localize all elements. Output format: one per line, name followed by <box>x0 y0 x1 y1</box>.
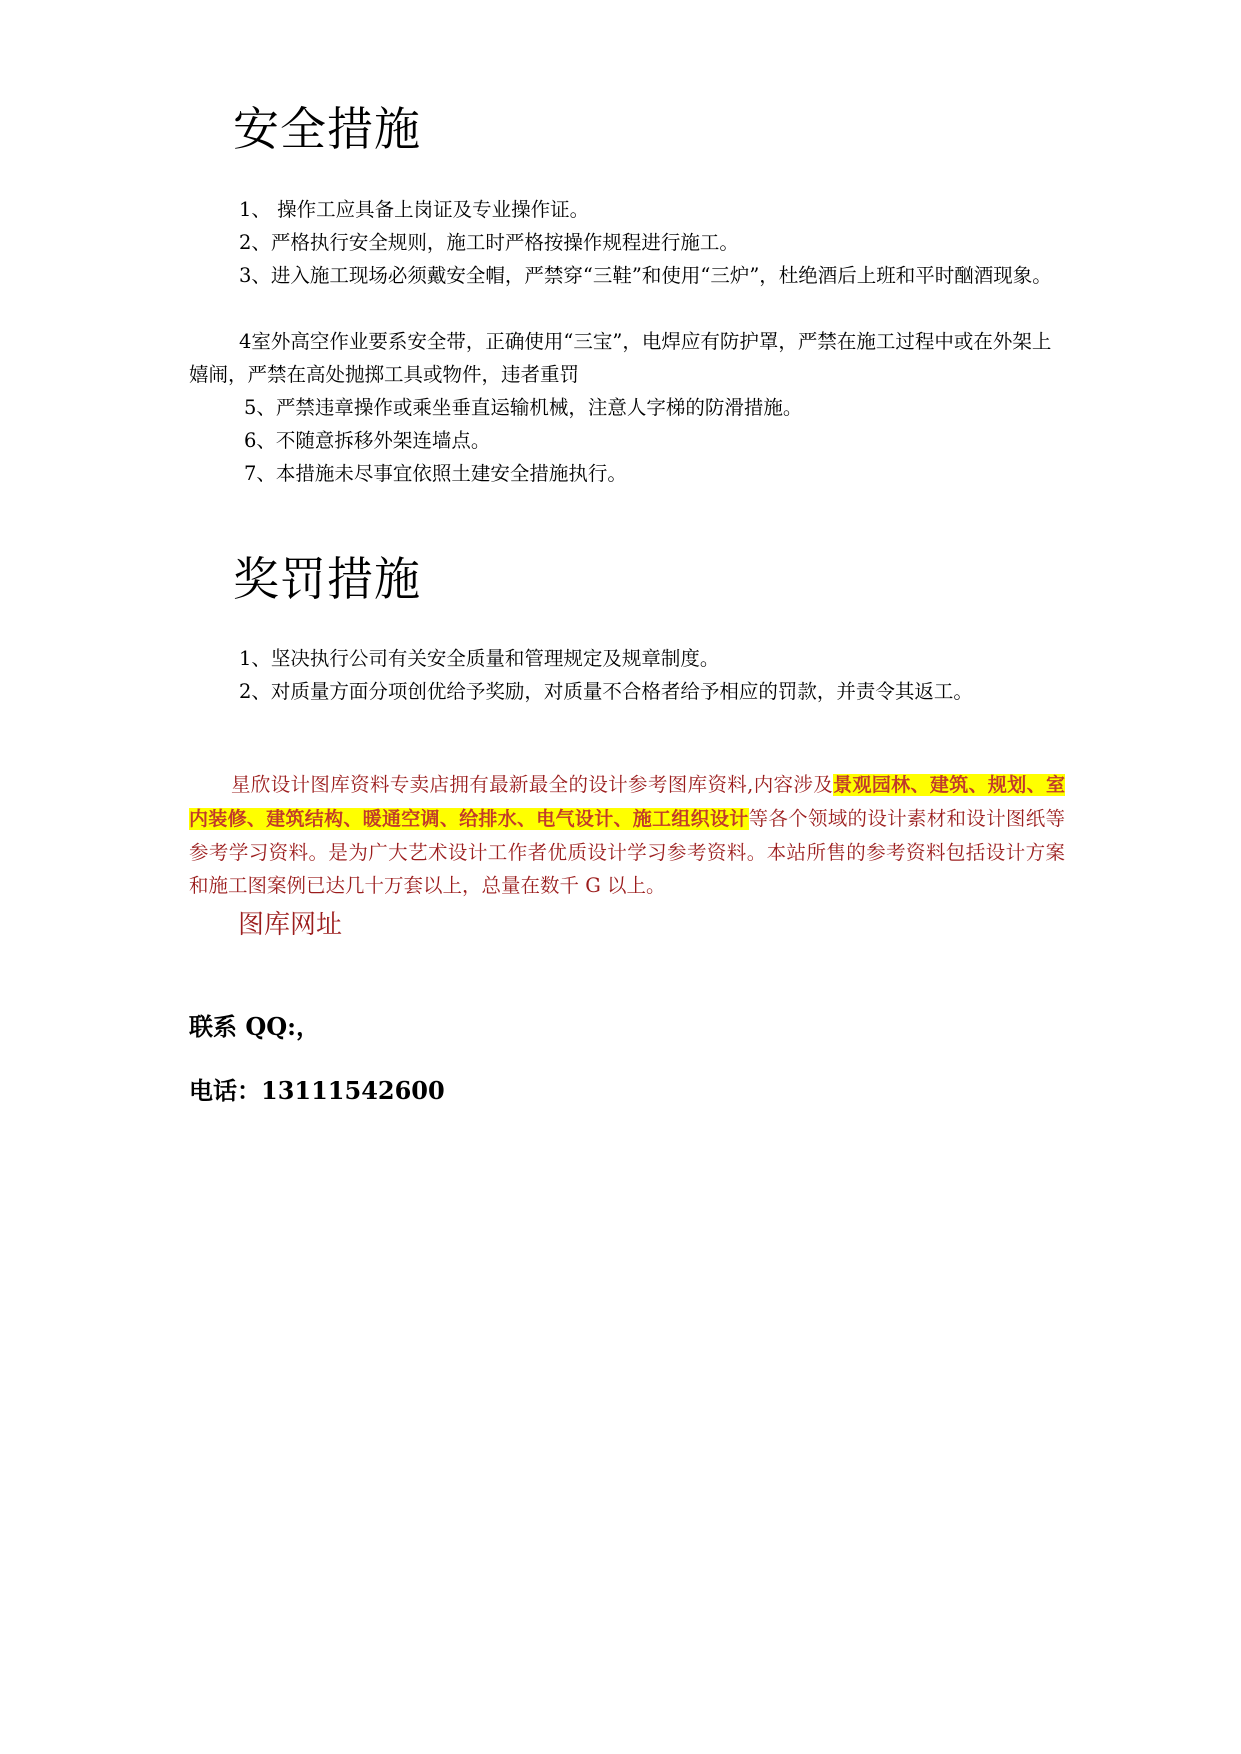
ad-highlight: 景观园林、建筑、规划、室内装修、建筑结构、暖通空调、给排水、电气设计、施工组织设计 <box>189 774 1065 830</box>
contact-phone: 电话：13111542600 <box>189 1076 445 1105</box>
safety-item-3: 3、进入施工现场必须戴安全帽，严禁穿“三鞋”和使用“三炉”，杜绝酒后上班和平时酗酒现象。 <box>239 264 1052 287</box>
ad-intro: 星欣设计图库资料专卖店拥有最新最全的设计参考图库资料,内容涉及 <box>231 773 834 796</box>
reward-item-2: 2、对质量方面分项创优给予奖励，对质量不合格者给予相应的罚款，并责令其返工。 <box>239 680 973 703</box>
safety-item-1: 1、 操作工应具备上岗证及专业操作证。 <box>239 198 590 221</box>
reward-item-1: 1、坚决执行公司有关安全质量和管理规定及规章制度。 <box>239 647 720 670</box>
ad-paragraph <box>189 768 1065 902</box>
library-link[interactable]: 图库网址 <box>238 910 343 940</box>
reward-heading: 奖罚措施 <box>233 552 421 606</box>
safety-item-7: 7、本措施未尽事宜依照土建安全措施执行。 <box>244 462 627 485</box>
safety-item-4: 4室外高空作业要系安全带，正确使用“三宝”，电焊应有防护罩，严禁在施工过程中或在外架上嬉闹，严禁在高处抛掷工具或物件，违者重罚 <box>189 330 1052 386</box>
contact-qq: 联系 QQ:， <box>189 1012 321 1041</box>
safety-heading: 安全措施 <box>233 102 421 156</box>
safety-item-5: 5、严禁违章操作或乘坐垂直运输机械，注意人字梯的防滑措施。 <box>244 396 803 419</box>
ad-rest: 等各个领域的设计素材和设计图纸等参考学习资料。是为广大艺术设计工作者优质设计学习参考资料。本站所售的参考资料包括设计方案和施工图案例已达几十万套以上，总量在数千 G 以上。 <box>189 807 1065 897</box>
safety-item-6: 6、不随意拆移外架连墙点。 <box>244 429 491 452</box>
safety-item-2: 2、严格执行安全规则，施工时严格按操作规程进行施工。 <box>239 231 739 254</box>
